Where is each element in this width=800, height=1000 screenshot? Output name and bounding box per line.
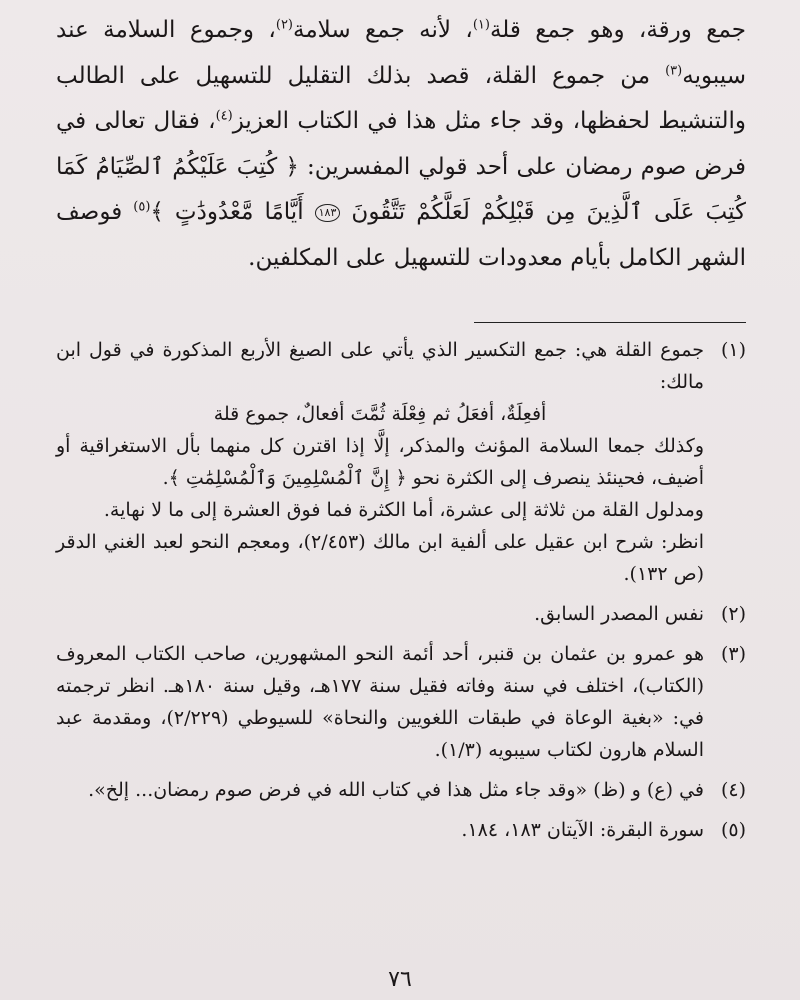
footnote-5 [56,814,746,846]
footnotes [56,334,746,854]
text-segment: ، لأنه جمع سلامة [293,17,473,43]
text-segment: على الطالب والتنشيط لحفظها، وقد جاء مثل هذا في الكتاب العزيز [56,62,746,134]
main-text [56,8,746,281]
footnote-number: (٢) [720,603,746,625]
quran-verse: ﴿ كُتِبَ عَلَيْكُمُ ٱلصِّيَامُ كَمَا كُتِبَ عَلَى ٱلَّذِينَ مِن قَبْلِكُمْ لَعَلَّكُمْ تَتَّقُونَ [56,153,746,225]
footnote-ref: (١) [472,17,490,33]
text-segment: فوصف الشهر الكامل بأيام معدودات للتسهيل على المكلفين. [56,199,746,271]
footnote-4 [56,774,746,806]
footnote-number: (٤) [720,779,746,801]
page-number: ٧٦ [388,967,412,992]
footnote-line: ومدلول القلة من ثلاثة إلى عشرة، أما الكثرة فما فوق العشرة إلى ما لا نهاية. [103,499,704,521]
text-segment: السلامة عند سيبويه [56,17,747,89]
footnote-line: نفس المصدر السابق. [534,603,704,625]
footnote-line: وكذلك جمعا السلامة المؤنث والمذكر، إلَّا إذا اقترن كل منهما بأل الاستغراقية أو أضيف، فحينئذ ينصرف إلى الكثرة نحو ﴿ إِنَّ ٱلْمُسْلِمِينَ وَٱلْمُسْلِمَٰتِ ﴾. [56,435,704,489]
footnote-number: (٣) [720,643,746,665]
footnote-ref: (٥) [133,199,151,215]
text-segment: ، وجموع [189,17,276,43]
footnote-line: في (ع) و (ظ) «وقد جاء مثل هذا في كتاب الله في فرض صوم رمضان... إلخ». [88,779,704,801]
footnote-3 [56,638,746,766]
footnote-1 [56,334,746,590]
verse-line: أفعِلَةٌ، أفعَلُ ثم فِعْلَة ثُمَّتَ أفعالٌ، جموع قلة [213,403,547,425]
ayah-number-marker: ١٨٣ [315,204,341,222]
footnote-ref: (٣) [665,62,683,78]
footnote-number: (٥) [720,819,746,841]
footnote-ref: (٤) [215,108,233,124]
quran-verse-continued: أَيَّامًا مَّعْدُودَٰتٍ ﴾ [150,199,315,225]
footnote-separator [474,322,746,323]
text-segment: جمع ورقة، وهو جمع قلة [489,17,747,43]
text-segment: فقال تعالى في فرض صوم رمضان على أحد قولي المفسرين: [56,108,746,180]
footnote-line: جموع القلة هي: جمع التكسير الذي يأتي على الصيغ الأربع المذكورة في قول ابن مالك: [56,339,704,393]
footnote-2 [56,598,746,630]
text-segment: من جموع القلة، قصد بذلك التقليل للتسهيل [195,62,666,89]
footnote-number: (١) [720,339,746,361]
footnote-line: انظر: شرح ابن عقيل على ألفية ابن مالك (٢/٤٥٣)، ومعجم النحو لعبد الغني الدقر (ص ١٣٢). [56,531,704,585]
main-paragraph [56,8,746,281]
text-segment: ، [199,108,216,134]
footnote-line: سورة البقرة: الآيتان ١٨٣، ١٨٤. [461,819,704,841]
footnote-ref: (٢) [275,17,293,33]
footnote-line: هو عمرو بن عثمان بن قنبر، أحد أئمة النحو المشهورين، صاحب الكتاب المعروف (الكتاب)، اختلف في سنة وفاته فقيل سنة ١٧٧هـ، وقيل سنة ١٨٠هـ. انظر ترجمته في: «بغية الوعاة في طبقات اللغويين والنحاة» للسيوطي (٢/٢٢٩)، ومقدمة عبد السلام هارون لكتاب سيبويه (١/٣). [56,643,705,761]
